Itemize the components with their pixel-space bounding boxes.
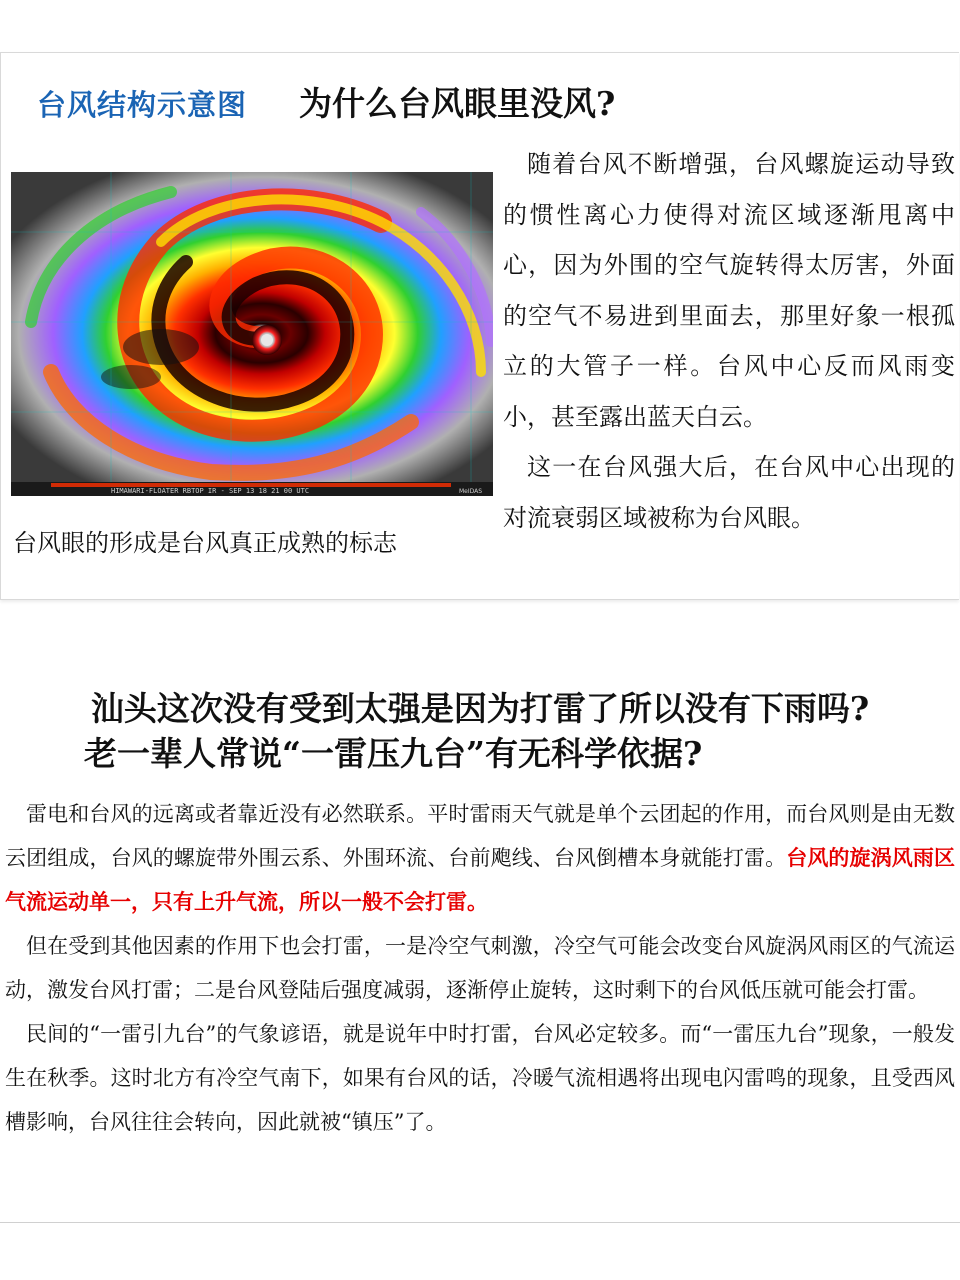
question-headline-1: 汕头这次没有受到太强是因为打雷了所以没有下雨吗? bbox=[90, 689, 870, 728]
explanation-paragraph: 这一在台风强大后，在台风中心出现的对流衰弱区域被称为台风眼。 bbox=[503, 453, 955, 532]
answer-paragraph-2: 但在受到其他因素的作用下也会打雷，一是冷空气刺激，冷空气可能会改变台风旋涡风雨区的气流运动，激发台风打雷；二是台风登陆后强度减弱，逐渐停止旋转，这时剩下的台风低压就可能会打雷。 bbox=[5, 934, 955, 1002]
satellite-banner: HIMAWARI-FLOATER RBTOP IR - SEP 13 18 21 00 UTC bbox=[111, 487, 310, 495]
satellite-credit: MeIDAS bbox=[459, 488, 483, 495]
answer-body bbox=[5, 792, 955, 1144]
diagram-title: 台风结构示意图 bbox=[37, 88, 248, 122]
explanation-text bbox=[503, 139, 955, 543]
divider bbox=[0, 1222, 960, 1223]
answer-paragraph-1 bbox=[5, 792, 955, 924]
answer-text: 雷电和台风的远离或者靠近没有必然联系。平时雷雨天气就是单个云团起的作用，而台风则是由无数云团组成，台风的螺旋带外围云系、外围环流、台前飑线、台风倒槽本身就能打雷。 bbox=[5, 802, 955, 870]
answer-paragraph-3: 民间的“一雷引九台”的气象谚语，就是说年中时打雷，台风必定较多。而“一雷压九台”现象，一般发生在秋季。这时北方有冷空气南下，如果有台风的话，冷暖气流相遇将出现电闪雷鸣的现象，且受西风槽影响，台风往往会转向，因此就被“镇压”了。 bbox=[5, 1022, 955, 1134]
typhoon-structure-card bbox=[0, 52, 959, 600]
typhoon-satellite-image bbox=[11, 172, 493, 496]
image-caption: 台风眼的形成是台风真正成熟的标志 bbox=[13, 529, 397, 557]
question-title: 为什么台风眼里没风? bbox=[299, 84, 616, 123]
highlighted-statement: 台风的旋涡风雨区气流运动单一，只有上升气流，所以一般不会打雷。 bbox=[5, 845, 955, 914]
question-headline-2: 老一辈人常说“一雷压九台”有无科学依据? bbox=[84, 734, 703, 773]
explanation-paragraph: 随着台风不断增强，台风螺旋运动导致的惯性离心力使得对流区域逐渐甩离中心，因为外围的空气旋转得太厉害，外面的空气不易进到里面去，那里好象一根孤立的大管子一样。台风中心反而风雨变小，甚至露出蓝天白云。 bbox=[503, 150, 955, 431]
